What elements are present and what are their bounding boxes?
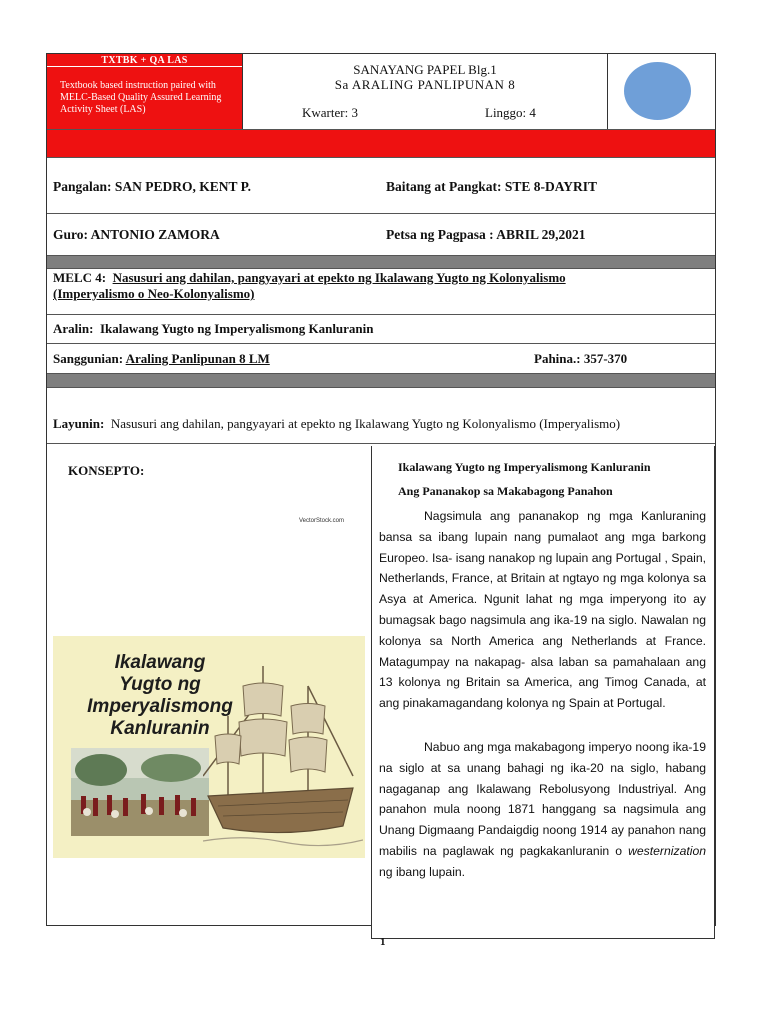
txtbk-badge [47,54,242,129]
teacher-name: Guro: ANTONIO ZAMORA [53,227,220,242]
article-title: Ikalawang Yugto ng Imperyalismong Kanluranin [398,460,651,474]
article-subtitle: Ang Pananakop sa Makabagong Panahon [398,484,613,498]
painting-illustration [71,748,209,836]
submission-date: Petsa ng Pagpasa : ABRIL 29,2021 [386,227,586,242]
sheet-title: SANAYANG PAPEL Blg.1 [353,62,497,77]
article-paragraph-2: Nabuo ang mga makabagong imperyo noong ika-19 na siglo at sa unang bahagi ng ika-20 na siglo, habang nagaganap ang Ikalawang Rebolusyong Industriyal. Ang panahon mula noong 1871 hanggang sa nagsimula ang Unang Digmaang Pandaigdig noong 1914 ay panahon nang mabilis na paglawak ng pagkakanluranin o westernization ng ibang lupain. [379,740,706,879]
vectorstock-watermark: VectorStock.com [299,518,345,524]
red-band [47,130,715,158]
subject-title: Sa ARALING PANLIPUNAN 8 [334,77,516,92]
logo-circle [624,62,691,120]
concept-image-title: Ikalawang Yugto ng Imperyalismong Kanluranin [87,652,233,739]
article-box [371,446,715,939]
aralin-text: Aralin: Ikalawang Yugto ng Imperyalismong Kanluranin [53,321,374,336]
melc-row [47,269,715,315]
ship-illustration [203,656,363,856]
page-range: Pahina.: 357-370 [534,351,628,366]
quarter-field: Kwarter: 3 [302,105,358,120]
article-paragraph-1: Nagsimula ang pananakop ng mga Kanluraning bansa sa ibang lupain nang pumalaot ang mga barkong Europeo. Isa- isang nanakop ng lupain ang Portugal , Spain, Netherlands, France, at Britain at ngtayo ng mga kolonya sa Asya at America. Ngunit lahat ng mga imperyong ito ay bumagsak bago nagsimula ang ika-19 na siglo. Nawalan ng kolonya sa North America ang Netherlands at France. Matagumpay na nakapag- alsa laban sa pamahalaan ang 13 kolonya ng Britain sa America, ang Timog Canada, at ang pinakamagandang kolonya ng Spain at Portugal. [379,509,706,711]
gray-band-2 [47,374,715,388]
sanggunian-row [47,344,715,374]
grade-section: Baitang at Pangkat: STE 8-DAYRIT [386,179,598,194]
header-row [47,54,715,130]
teacher-row [47,214,715,256]
melc-text: MELC 4: Nasusuri ang dahilan, pangyayari at epekto ng Ikalawang Yugto ng Kolonyalismo (Imperyalismo o Neo-Kolonyalismo) [53,270,566,301]
page-number: 1 [380,936,386,948]
gray-band-1 [47,256,715,269]
sanggunian-text: Sanggunian: Araling Panlipunan 8 LM [53,351,270,366]
layunin-text: Layunin: Nasusuri ang dahilan, pangyayari at epekto ng Ikalawang Yugto ng Kolonyalismo (Imperyalismo) [53,416,621,431]
worksheet-page [46,53,716,926]
student-name: Pangalan: SAN PEDRO, KENT P. [53,179,252,194]
konsepto-label: KONSEPTO: [68,463,145,478]
week-field: Linggo: 4 [485,105,536,120]
aralin-row [47,315,715,344]
layunin-row [47,388,715,444]
badge-description: Textbook based instruction paired with MELC-Based Quality Assured Learning Activity Sheet (LAS) [60,80,222,115]
concept-image [53,636,365,858]
name-row [47,158,715,214]
badge-title: TXTBK + QA LAS [101,55,188,66]
